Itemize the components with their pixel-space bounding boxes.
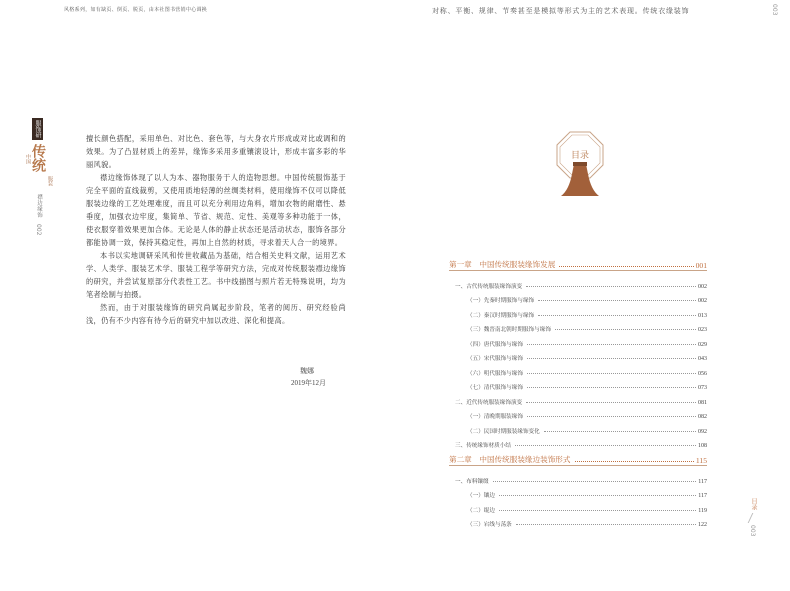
toc-label: 第二章 中国传统服装缘边装饰形式	[449, 455, 571, 464]
badge-page-number: 002	[35, 224, 42, 236]
toc-subsection[interactable]	[449, 319, 707, 334]
toc-leader-dots	[515, 445, 696, 446]
toc-label: （六）明代服饰与缘饰	[467, 370, 523, 377]
toc-leader-dots	[527, 387, 696, 388]
toc-subsection[interactable]	[449, 304, 707, 319]
toc-label: 二、近代传统服装缘饰演变	[455, 399, 523, 406]
toc-subsection[interactable]	[449, 377, 707, 392]
toc-page-number: 073	[698, 385, 707, 391]
toc-page-number: 117	[698, 493, 707, 499]
toc-subsection[interactable]	[449, 290, 707, 305]
toc-page-number: 108	[698, 443, 707, 449]
toc-page-number: 115	[695, 456, 707, 465]
toc-label: （四）唐代服饰与缘饰	[467, 341, 523, 348]
toc-label: （二）民国时期服装缘饰变化	[467, 428, 540, 435]
author-signature: 魏娜	[300, 367, 314, 375]
toc-label: （七）清代服饰与缘饰	[467, 385, 523, 391]
toc-page-number: 002	[698, 298, 707, 304]
toc-subsection[interactable]	[449, 485, 707, 500]
toc-page-number: 117	[698, 478, 707, 485]
toc-page-number: 043	[698, 356, 707, 362]
toc-section[interactable]	[449, 470, 707, 485]
toc-section[interactable]	[449, 275, 707, 290]
toc-label: （三）魏晋南北朝时期服饰与缘饰	[467, 327, 551, 333]
toc-section[interactable]	[449, 391, 707, 406]
toc-page-number: 002	[698, 283, 707, 290]
toc-label: 一、古代传统服装缘饰演变	[455, 283, 523, 290]
right-page	[395, 0, 790, 591]
toc-label: 一、布料镶缀	[455, 478, 489, 485]
toc-label: （一）先秦时期服饰与缘饰	[467, 298, 535, 304]
toc-leader-dots	[527, 358, 696, 359]
toc-page-number: 082	[698, 414, 707, 420]
toc-leader-dots	[493, 481, 697, 482]
side-label: 目录	[750, 498, 757, 510]
badge-small-text-2: 服装	[47, 176, 53, 186]
badge-small-text: 中国	[25, 154, 31, 164]
toc-leader-dots	[526, 402, 696, 403]
toc-leader-dots	[527, 416, 696, 417]
toc-leader-dots	[538, 315, 696, 316]
toc-leader-dots	[544, 431, 696, 432]
running-head-left: 风格系列，如有缺页、倒页、脱页，由本社图书营销中心调换	[64, 7, 208, 13]
toc-leader-dots	[516, 524, 696, 525]
toc-subsection[interactable]	[449, 420, 707, 435]
toc-section[interactable]	[449, 435, 707, 450]
badge-box: 服饰研究	[23, 120, 41, 138]
toc-emblem-icon	[555, 130, 605, 200]
toc-label: （三）宕线与荡条	[467, 522, 512, 528]
toc-label: （二）绲边	[467, 507, 495, 514]
toc-leader-dots	[527, 344, 696, 345]
toc-label: （二）秦汉时期服饰与缘饰	[467, 312, 535, 319]
paragraph: 襟边缘饰体现了以人为本、器物服务于人的造物思想。中国传统服饰基于完全平面的直线裁剪，又使用质地轻薄的丝绸类材料，使用缘饰不仅可以降低服装边缘的工艺处理难度，而且可以充分利用边角料，增加衣物的耐磨性、悬垂度，加强衣边牢度，集简单、节省、规范、定性、美观等多种功能于一体，使衣服穿着效果更加合体。无论是人体的静止状态还是活动状态，服饰各部分都能协调一致，保持其稳定性，再加上自然的材质，寻求着天人合一的境界。	[86, 173, 346, 247]
toc-page-number: 013	[698, 312, 707, 319]
badge-big-text: 传统	[30, 144, 46, 172]
badge-subtitle: 襟边缘饰	[36, 194, 42, 218]
toc-page-number: 056	[698, 370, 707, 377]
paragraph: 然而，由于对服装缘饰的研究尚属起步阶段，笔者的阅历、研究经验尚浅，仍有不少内容有待今后的研究中加以改进、深化和提高。	[86, 303, 346, 325]
toc-subsection[interactable]	[449, 499, 707, 514]
toc-page-number: 023	[698, 327, 707, 333]
toc-page-number: 001	[695, 261, 707, 270]
toc-leader-dots	[499, 510, 696, 511]
toc-label: （一）镶边	[467, 493, 495, 499]
toc-leader-dots	[526, 286, 696, 287]
preface-body	[86, 132, 346, 327]
toc-page-number: 092	[698, 428, 707, 435]
toc-label: 三、传统缘饰材质小结	[455, 443, 511, 449]
chapter-underline	[449, 465, 707, 466]
toc-label: 第一章 中国传统服装缘饰发展	[449, 260, 556, 269]
toc-subsection[interactable]	[449, 514, 707, 529]
toc-subsection[interactable]	[449, 348, 707, 363]
table-of-contents	[449, 254, 707, 528]
side-badge	[8, 118, 53, 258]
page-number-top: 003	[771, 4, 778, 16]
toc-page-number: 081	[698, 399, 707, 406]
toc-label: （一）清晚期服装缘饰	[467, 414, 523, 420]
toc-leader-dots	[538, 300, 696, 301]
toc-page-number: 122	[698, 522, 707, 528]
paragraph: 擅长颜色搭配，采用单色、对比色、套色等，与大身衣片形成或对比或调和的效果。为了凸显材质上的差异，缘饰多采用多重镶滚设计，形成丰富多彩的华丽风貌。	[86, 134, 346, 169]
side-page-number: 003	[749, 525, 756, 537]
toc-leader-dots	[527, 373, 696, 374]
side-divider	[748, 513, 760, 523]
running-head-right: 对称、平衡、规律、节奏甚至是模拟等形式为主的艺术表现。传统衣缘装饰	[432, 7, 690, 15]
toc-subsection[interactable]	[449, 406, 707, 421]
toc-title: 目录	[570, 151, 589, 161]
toc-leader-dots	[575, 461, 694, 462]
toc-leader-dots	[555, 329, 696, 330]
toc-leader-dots	[559, 266, 693, 267]
toc-subsection[interactable]	[449, 362, 707, 377]
chapter-underline	[449, 270, 707, 271]
toc-chapter[interactable]	[449, 254, 707, 270]
toc-page-number: 119	[698, 507, 707, 514]
preface-date: 2019年12月	[291, 379, 326, 387]
toc-page-number: 029	[698, 341, 707, 348]
toc-subsection[interactable]	[449, 333, 707, 348]
toc-chapter[interactable]	[449, 449, 707, 465]
toc-label: （五）宋代服饰与缘饰	[467, 356, 523, 362]
toc-leader-dots	[499, 495, 696, 496]
paragraph: 本书以实地调研采风和传世收藏品为基础，结合相关史料文献，运用艺术学、人类学、服装艺术学、服装工程学等研究方法，完成对传统服装襟边缘饰的研究，并尝试复原部分代表性工艺。书中线描图与照片若无特殊说明，均为笔者绘制与拍摄。	[86, 251, 346, 299]
